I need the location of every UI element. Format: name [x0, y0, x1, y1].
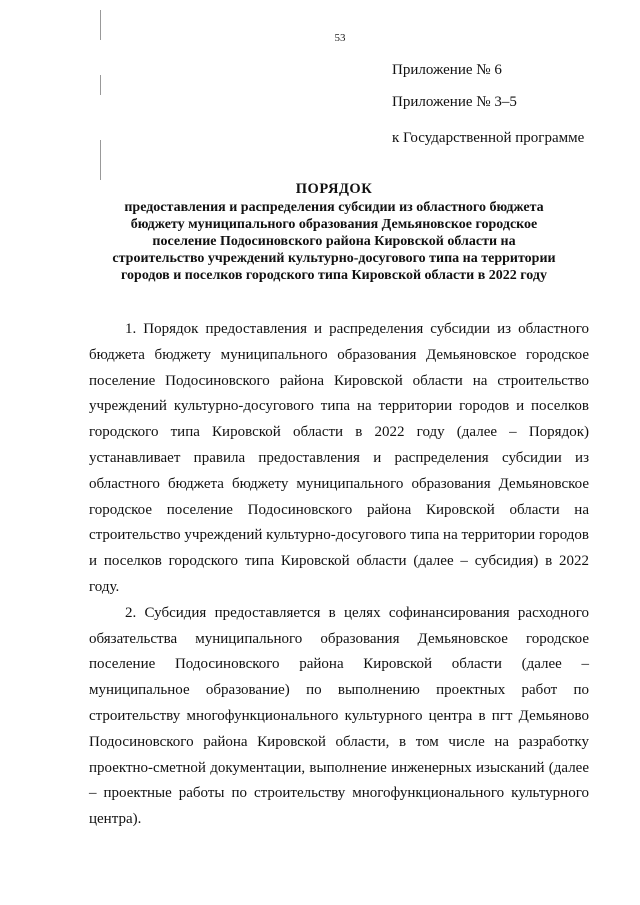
document-title: ПОРЯДОК: [295, 181, 373, 197]
scan-artifact: [100, 75, 101, 95]
paragraph-2: 2. Субсидия предоставляется в целях софинансирования расходного обязательства муниципального образования Демьяновское городское поселение Подосиновского района Кировской области (далее – муниципальное образование) по выполнению проектных работ по строительству многофункционального культурного центра в пгт Демьяново Подосиновского района Кировской области, в том числе на разработку проектно-сметной документации, выполнение инженерных изысканий (далее – проектные работы по строительству многофункционального культурного центра).: [89, 604, 589, 828]
title-line: строительство учреждений культурно-досугового типа на территории: [112, 251, 556, 266]
program-reference: к Государственной программе: [392, 130, 585, 146]
document-title-block: [84, 181, 584, 284]
title-line: поселение Подосиновского района Кировской области на: [152, 234, 516, 249]
page-number: 53: [334, 32, 346, 44]
title-line: городов и поселков городского типа Кировской области в 2022 году: [121, 268, 547, 283]
document-body: [89, 317, 589, 833]
title-line: предоставления и распределения субсидии из областного бюджета: [124, 200, 544, 215]
paragraph-1: 1. Порядок предоставления и распределения субсидии из областного бюджета бюджету муниципального образования Демьяновское городское поселение Подосиновского района Кировской области на строительство учреждений культурно-досугового типа на территории городов и поселков городского типа Кировской области в 2022 году (далее – Порядок) устанавливает правила предоставления и распределения субсидии из областного бюджета бюджету муниципального образования Демьяновское городское поселение Подосиновского района Кировской области на строительство учреждений культурно-досугового типа на территории городов и поселков городского типа Кировской области (далее – субсидия) в 2022 году.: [89, 321, 589, 595]
appendix-label: Приложение № 6: [392, 62, 502, 78]
appendix-sublabel: Приложение № 3–5: [392, 94, 517, 110]
title-line: бюджету муниципального образования Демьяновское городское: [130, 217, 538, 232]
scan-artifact: [100, 140, 101, 180]
